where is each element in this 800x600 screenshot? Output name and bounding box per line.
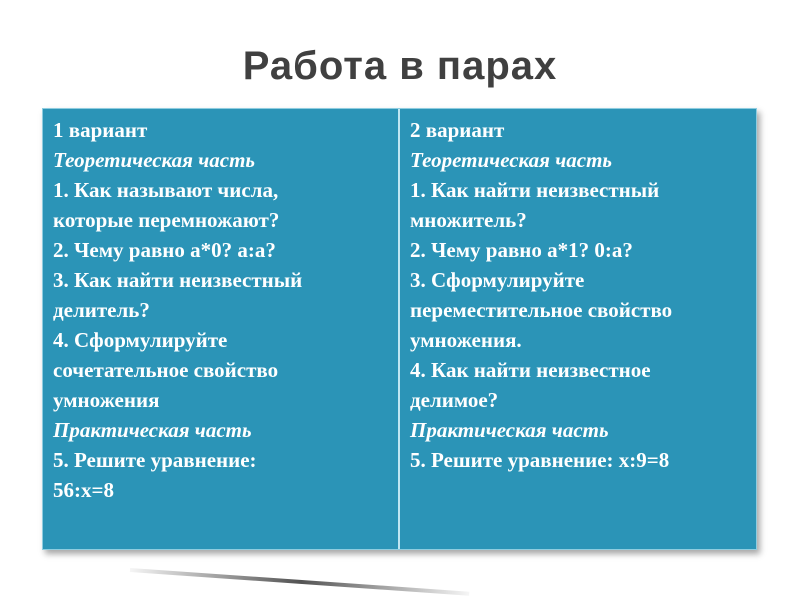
section-heading: Теоретическая часть bbox=[53, 148, 256, 172]
variant-text-line: переместительное свойство bbox=[410, 298, 673, 322]
variant-text-line: 1. Как называют числа, bbox=[53, 178, 279, 202]
variant-text-line: 2 вариант bbox=[410, 118, 505, 142]
variant-text-line: умножения bbox=[53, 388, 160, 412]
variant-text-line: сочетательное свойство bbox=[53, 358, 279, 382]
variant-text-line: 1 вариант bbox=[53, 118, 148, 142]
section-heading: Практическая часть bbox=[410, 418, 609, 442]
variant-text-line: 2. Чему равно а*1? 0:а? bbox=[410, 238, 633, 262]
section-heading: Теоретическая часть bbox=[410, 148, 613, 172]
variant-text-line: 2. Чему равно а*0? а:а? bbox=[53, 238, 276, 262]
variant-text-line: делитель? bbox=[53, 298, 150, 322]
variant-1-cell bbox=[43, 109, 400, 549]
variants-table bbox=[42, 108, 757, 550]
variant-text-line: 4. Как найти неизвестное bbox=[410, 358, 651, 382]
variant-text-line: делимое? bbox=[410, 388, 499, 412]
section-heading: Практическая часть bbox=[53, 418, 252, 442]
decorative-shadow-line bbox=[130, 568, 469, 596]
variant-text-line: 3. Как найти неизвестный bbox=[53, 268, 303, 292]
variant-2-cell bbox=[400, 109, 756, 549]
variant-text-line: 56:х=8 bbox=[53, 478, 114, 502]
variant-text-line: умножения. bbox=[410, 328, 522, 352]
variant-text-line: 3. Сформулируйте bbox=[410, 268, 585, 292]
variant-text-line: множитель? bbox=[410, 208, 527, 232]
variant-text-line: 5. Решите уравнение: bbox=[53, 448, 257, 472]
variant-text-line: 4. Сформулируйте bbox=[53, 328, 228, 352]
variant-text-line: 1. Как найти неизвестный bbox=[410, 178, 660, 202]
slide-title: Работа в парах bbox=[242, 44, 558, 88]
variant-text-line: которые перемножают? bbox=[53, 208, 280, 232]
variant-text-line: 5. Решите уравнение: х:9=8 bbox=[410, 448, 670, 472]
